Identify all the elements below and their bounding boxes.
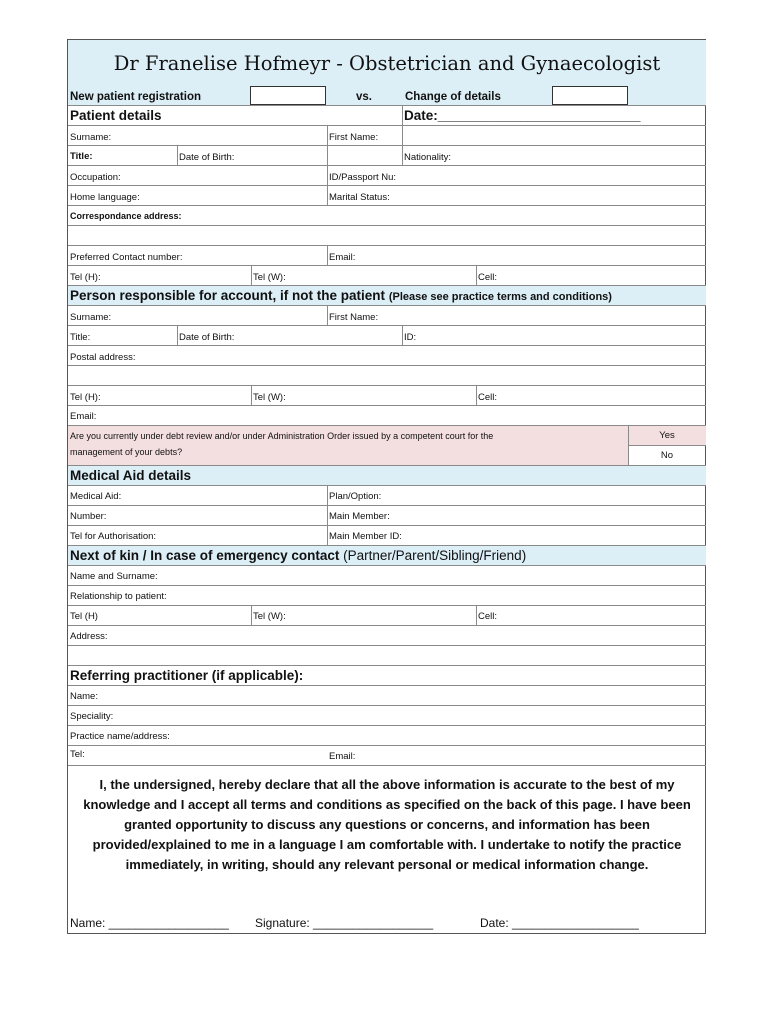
referring-name-field[interactable]: Name:	[70, 691, 98, 702]
title-field[interactable]: Title:	[70, 151, 93, 162]
occupation-field[interactable]: Occupation:	[70, 172, 121, 183]
contact-number-field[interactable]: Preferred Contact number:	[70, 252, 183, 263]
responsible-first-name-field[interactable]: First Name:	[329, 312, 379, 323]
responsible-tel-work-field[interactable]: Tel (W):	[253, 392, 286, 403]
surname-field[interactable]: Surname:	[70, 132, 112, 143]
kin-cell-field[interactable]: Cell:	[478, 611, 498, 622]
responsible-id-field[interactable]: ID:	[404, 332, 417, 343]
patient-heading: Patient details	[70, 108, 162, 123]
medical-aid-heading: Medical Aid details	[70, 468, 192, 483]
yes-option[interactable]: Yes	[659, 430, 675, 441]
nationality-field[interactable]: Nationality:	[404, 152, 451, 163]
referring-tel-field[interactable]: Tel:	[70, 749, 85, 760]
page-title: Dr Franelise Hofmeyr - Obstetrician and Gynaecologist	[113, 52, 661, 75]
debt-question-line1: Are you currently under debt review and/or under Administration Order issued by a competent court for the	[70, 431, 494, 441]
first-name-field[interactable]: First Name:	[329, 132, 379, 143]
referring-email-field[interactable]: Email:	[329, 751, 356, 762]
cell-field[interactable]: Cell:	[478, 272, 498, 283]
kin-relationship-field[interactable]: Relationship to patient:	[70, 591, 167, 602]
tel-home-field[interactable]: Tel (H):	[70, 272, 101, 283]
id-passport-field[interactable]: ID/Passport Nu:	[329, 172, 397, 183]
responsible-email-field[interactable]: Email:	[70, 411, 97, 422]
medical-aid-number-field[interactable]: Number:	[70, 511, 107, 522]
referring-speciality-field[interactable]: Speciality:	[70, 711, 114, 722]
registration-form	[67, 39, 706, 934]
declaration-text: I, the undersigned, hereby declare that all the above information is accurate to the best of my knowledge and I accept all terms and conditions as specified on the back of this page. I have been granted opportunity to discuss any questions or concerns, and information has been provided/explained to me in a language I am comfortable with. I undertake to notify the practice immediately, in writing, should any relevant personal or medical information change.	[83, 777, 691, 872]
marital-status-field[interactable]: Marital Status:	[329, 192, 390, 203]
kin-address-field[interactable]: Address:	[70, 631, 108, 642]
plan-option-field[interactable]: Plan/Option:	[329, 491, 382, 502]
kin-name-field[interactable]: Name and Surname:	[70, 571, 158, 582]
email-field[interactable]: Email:	[329, 252, 356, 263]
responsible-surname-field[interactable]: Surname:	[70, 312, 112, 323]
responsible-dob-field[interactable]: Date of Birth:	[179, 332, 235, 343]
dob-field[interactable]: Date of Birth:	[179, 152, 235, 163]
kin-heading	[70, 549, 526, 563]
responsible-cell-field[interactable]: Cell:	[478, 392, 498, 403]
new-registration-label: New patient registration	[70, 91, 201, 103]
referring-practice-field[interactable]: Practice name/address:	[70, 731, 170, 742]
kin-heading-text: Next of kin / In case of emergency contact	[70, 548, 340, 563]
tel-work-field[interactable]: Tel (W):	[253, 272, 286, 283]
signature-field[interactable]: Signature: __________________	[255, 916, 434, 930]
main-member-field[interactable]: Main Member:	[329, 511, 390, 522]
kin-note: (Partner/Parent/Sibling/Friend)	[343, 548, 527, 563]
patient-date-field[interactable]: Date:___________________________	[404, 108, 641, 123]
no-option[interactable]: No	[660, 450, 674, 461]
new-registration-checkbox[interactable]	[250, 86, 326, 105]
responsible-title-field[interactable]: Title:	[70, 332, 91, 343]
change-details-label: Change of details	[405, 91, 501, 103]
main-member-id-field[interactable]: Main Member ID:	[329, 531, 402, 542]
signature-date-field[interactable]: Date: ___________________	[480, 916, 639, 930]
postal-address-field[interactable]: Postal address:	[70, 352, 136, 363]
responsible-tel-home-field[interactable]: Tel (H):	[70, 392, 101, 403]
referring-heading: Referring practitioner (if applicable):	[70, 668, 304, 683]
responsible-heading-text: Person responsible for account, if not the patient	[70, 288, 386, 303]
change-details-checkbox[interactable]	[552, 86, 628, 105]
tel-authorisation-field[interactable]: Tel for Authorisation:	[70, 531, 157, 542]
signature-name-field[interactable]: Name: __________________	[70, 916, 229, 930]
debt-question-line2: management of your debts?	[70, 447, 183, 457]
vs-label: vs.	[356, 91, 372, 103]
responsible-heading	[70, 289, 612, 303]
responsible-note: (Please see practice terms and conditions)	[388, 291, 612, 303]
kin-tel-work-field[interactable]: Tel (W):	[253, 611, 286, 622]
medical-aid-field[interactable]: Medical Aid:	[70, 491, 122, 502]
home-language-field[interactable]: Home language:	[70, 192, 140, 203]
kin-tel-home-field[interactable]: Tel (H)	[70, 611, 98, 622]
address-field[interactable]: Correspondance address:	[70, 211, 182, 221]
